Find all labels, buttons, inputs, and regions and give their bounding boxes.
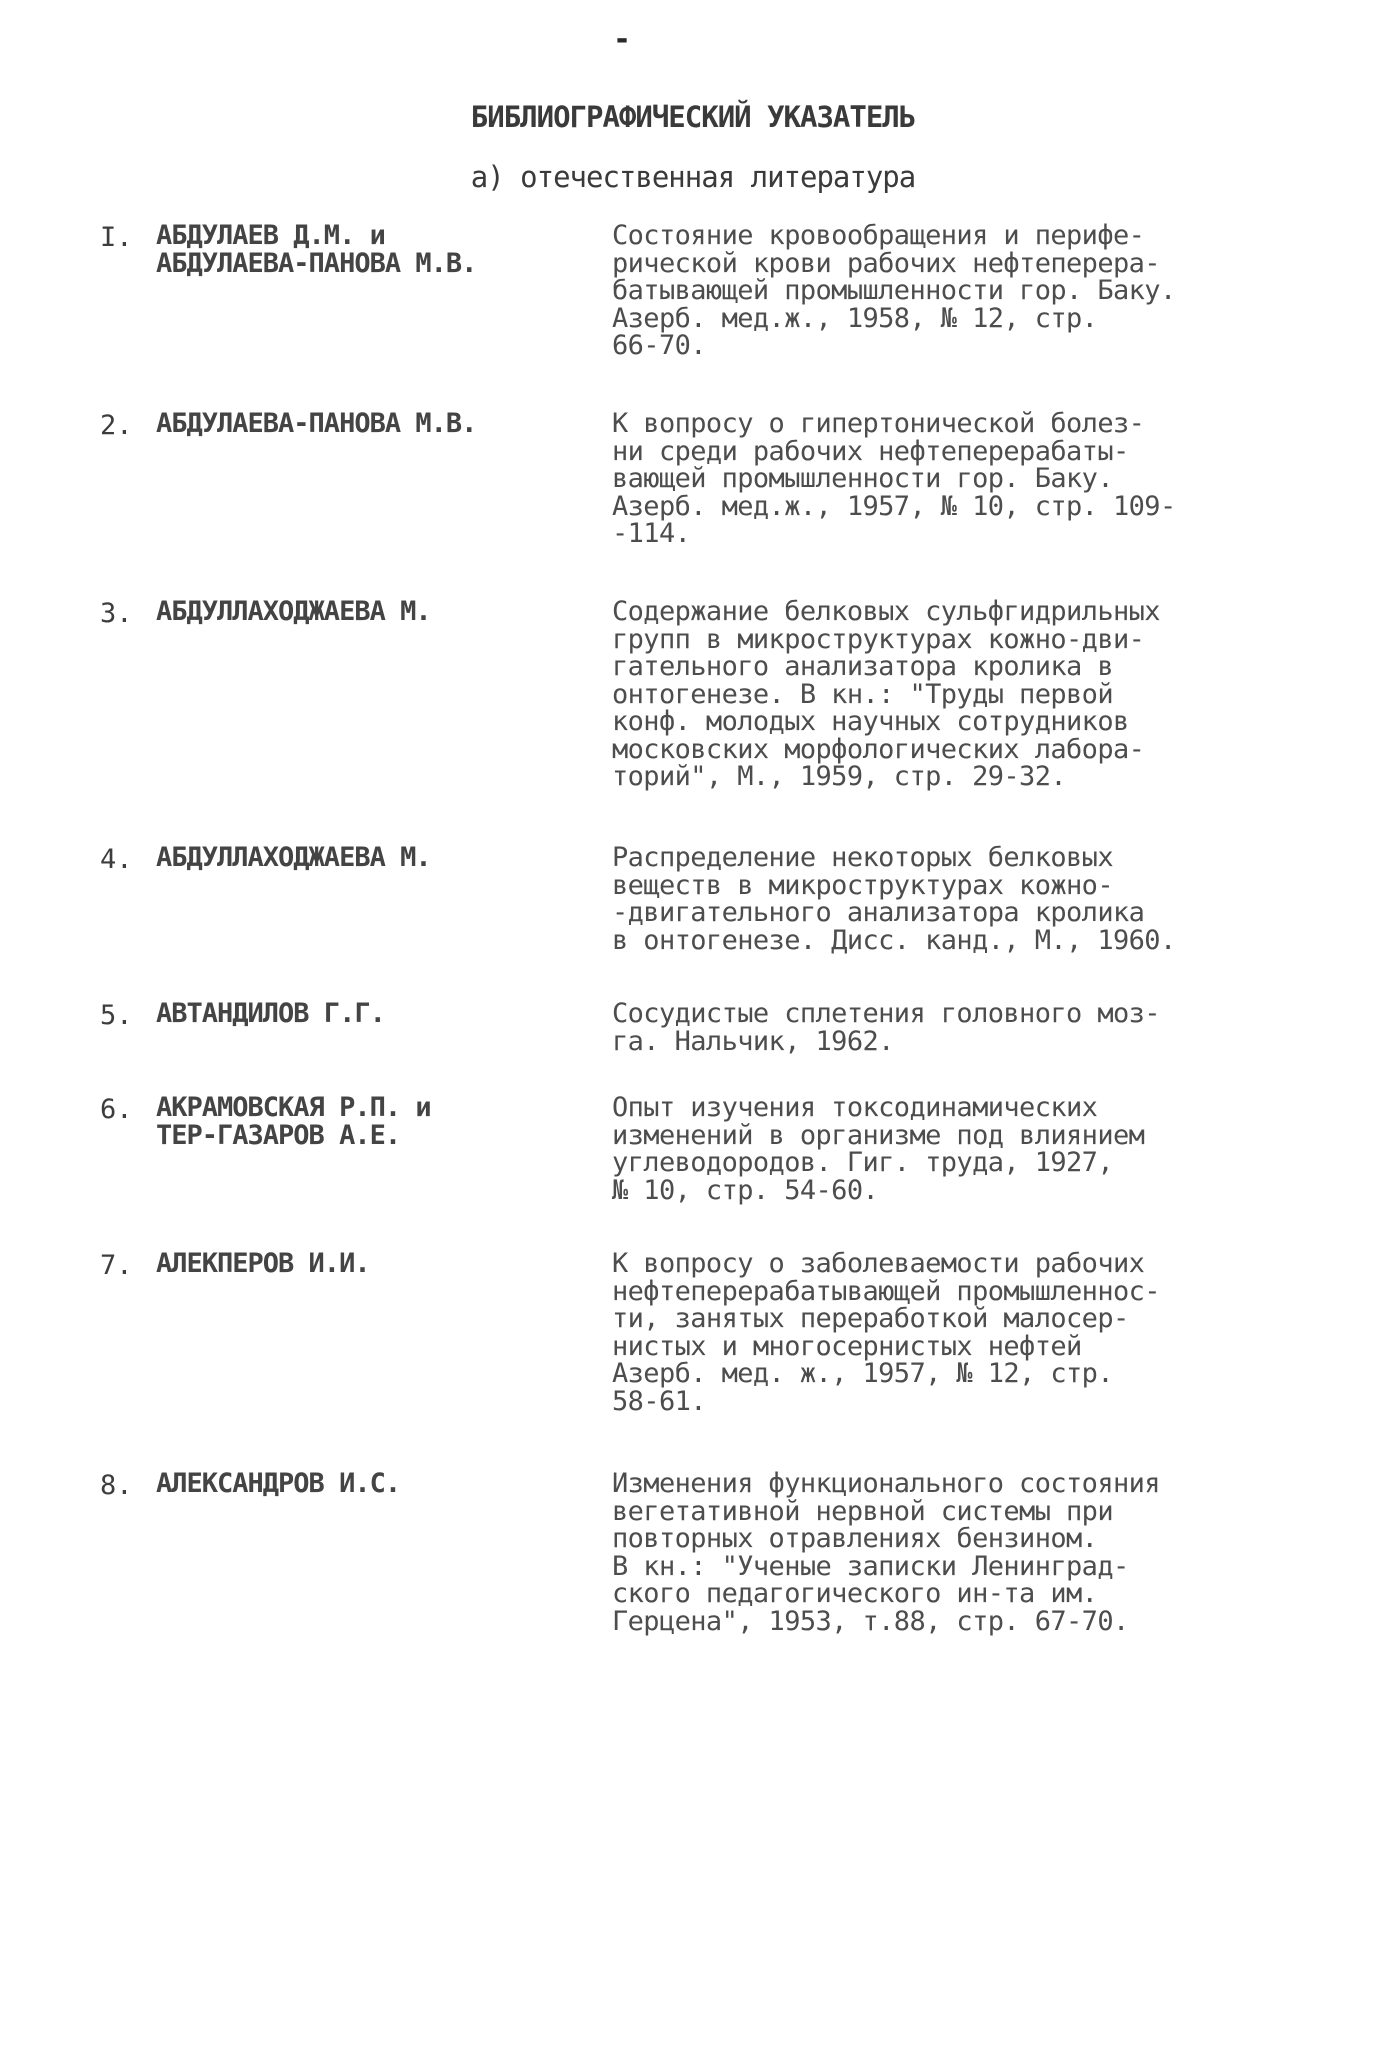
entry-number: 8. — [100, 1470, 133, 1501]
entry-number: 4. — [100, 844, 133, 875]
entry-reference: К вопросу о гипертонической болез- ни среди рабочих нефтеперерабаты- вающей промышленности гор. Баку. Азерб. мед.ж., 1957, № 10, стр. 109- -114. — [612, 408, 1176, 549]
entry-author: АКРАМОВСКАЯ Р.П. и ТЕР-ГАЗАРОВ А.Е. — [156, 1092, 431, 1151]
entry-reference: Сосудистые сплетения головного моз- га. Нальчик, 1962. — [612, 998, 1160, 1057]
page-mark: - — [613, 22, 632, 57]
entry-author: АБДУЛАЕВА-ПАНОВА М.В. — [156, 408, 477, 439]
entry-number: 7. — [100, 1250, 133, 1281]
entry-number: 2. — [100, 410, 133, 441]
entry-author: АЛЕКСАНДРОВ И.С. — [156, 1468, 401, 1499]
entry-number: I. — [100, 222, 133, 253]
entry-reference: Изменения функционального состояния вегетативной нервной системы при повторных отравлениях бензином. В кн.: "Ученые записки Ленинград- ского педагогического ин-та им. Герцена", 1953, т.88, стр. 67-70. — [612, 1468, 1160, 1637]
entry-author: АБДУЛАЕВ Д.М. и АБДУЛАЕВА-ПАНОВА М.В. — [156, 220, 477, 279]
entry-reference: Состояние кровообращения и перифе- рической крови рабочих нефтеперера- батывающей промышленности гор. Баку. Азерб. мед.ж., 1958, № 12, стр. 66-70. — [612, 220, 1176, 361]
entry-author: АБДУЛЛАХОДЖАЕВА М. — [156, 842, 431, 873]
entry-number: 5. — [100, 1000, 133, 1031]
entry-reference: Опыт изучения токсодинамических изменений в организме под влиянием углеводородов. Гиг. труда, 1927, № 10, стр. 54-60. — [612, 1092, 1145, 1206]
bibliography-title: БИБЛИОГРАФИЧЕСКИЙ УКАЗАТЕЛЬ — [470, 100, 916, 134]
entry-number: 6. — [100, 1094, 133, 1125]
entry-reference: Содержание белковых сульфгидрильных групп в микроструктурах кожно-дви- гательного анализатора кролика в онтогенезе. В кн.: "Труды первой конф. молодых научных сотрудников московских морфологических лабора- торий", М., 1959, стр. 29-32. — [612, 596, 1160, 792]
bibliography-subtitle: а) отечественная литература — [470, 160, 916, 194]
entry-author: АЛЕКПЕРОВ И.И. — [156, 1248, 370, 1279]
entry-number: 3. — [100, 598, 133, 629]
entry-author: АБДУЛЛАХОДЖАЕВА М. — [156, 596, 431, 627]
entry-author: АВТАНДИЛОВ Г.Г. — [156, 998, 385, 1029]
entry-reference: К вопросу о заболеваемости рабочих нефтеперерабатывающей промышленнос- ти, занятых переработкой малосер- нистых и многосернистых нефтей Азерб. мед. ж., 1957, № 12, стр. 58-61. — [612, 1248, 1160, 1417]
entry-reference: Распределение некоторых белковых веществ в микроструктурах кожно- -двигательного анализатора кролика в онтогенезе. Дисс. канд., М., 1960. — [612, 842, 1176, 956]
